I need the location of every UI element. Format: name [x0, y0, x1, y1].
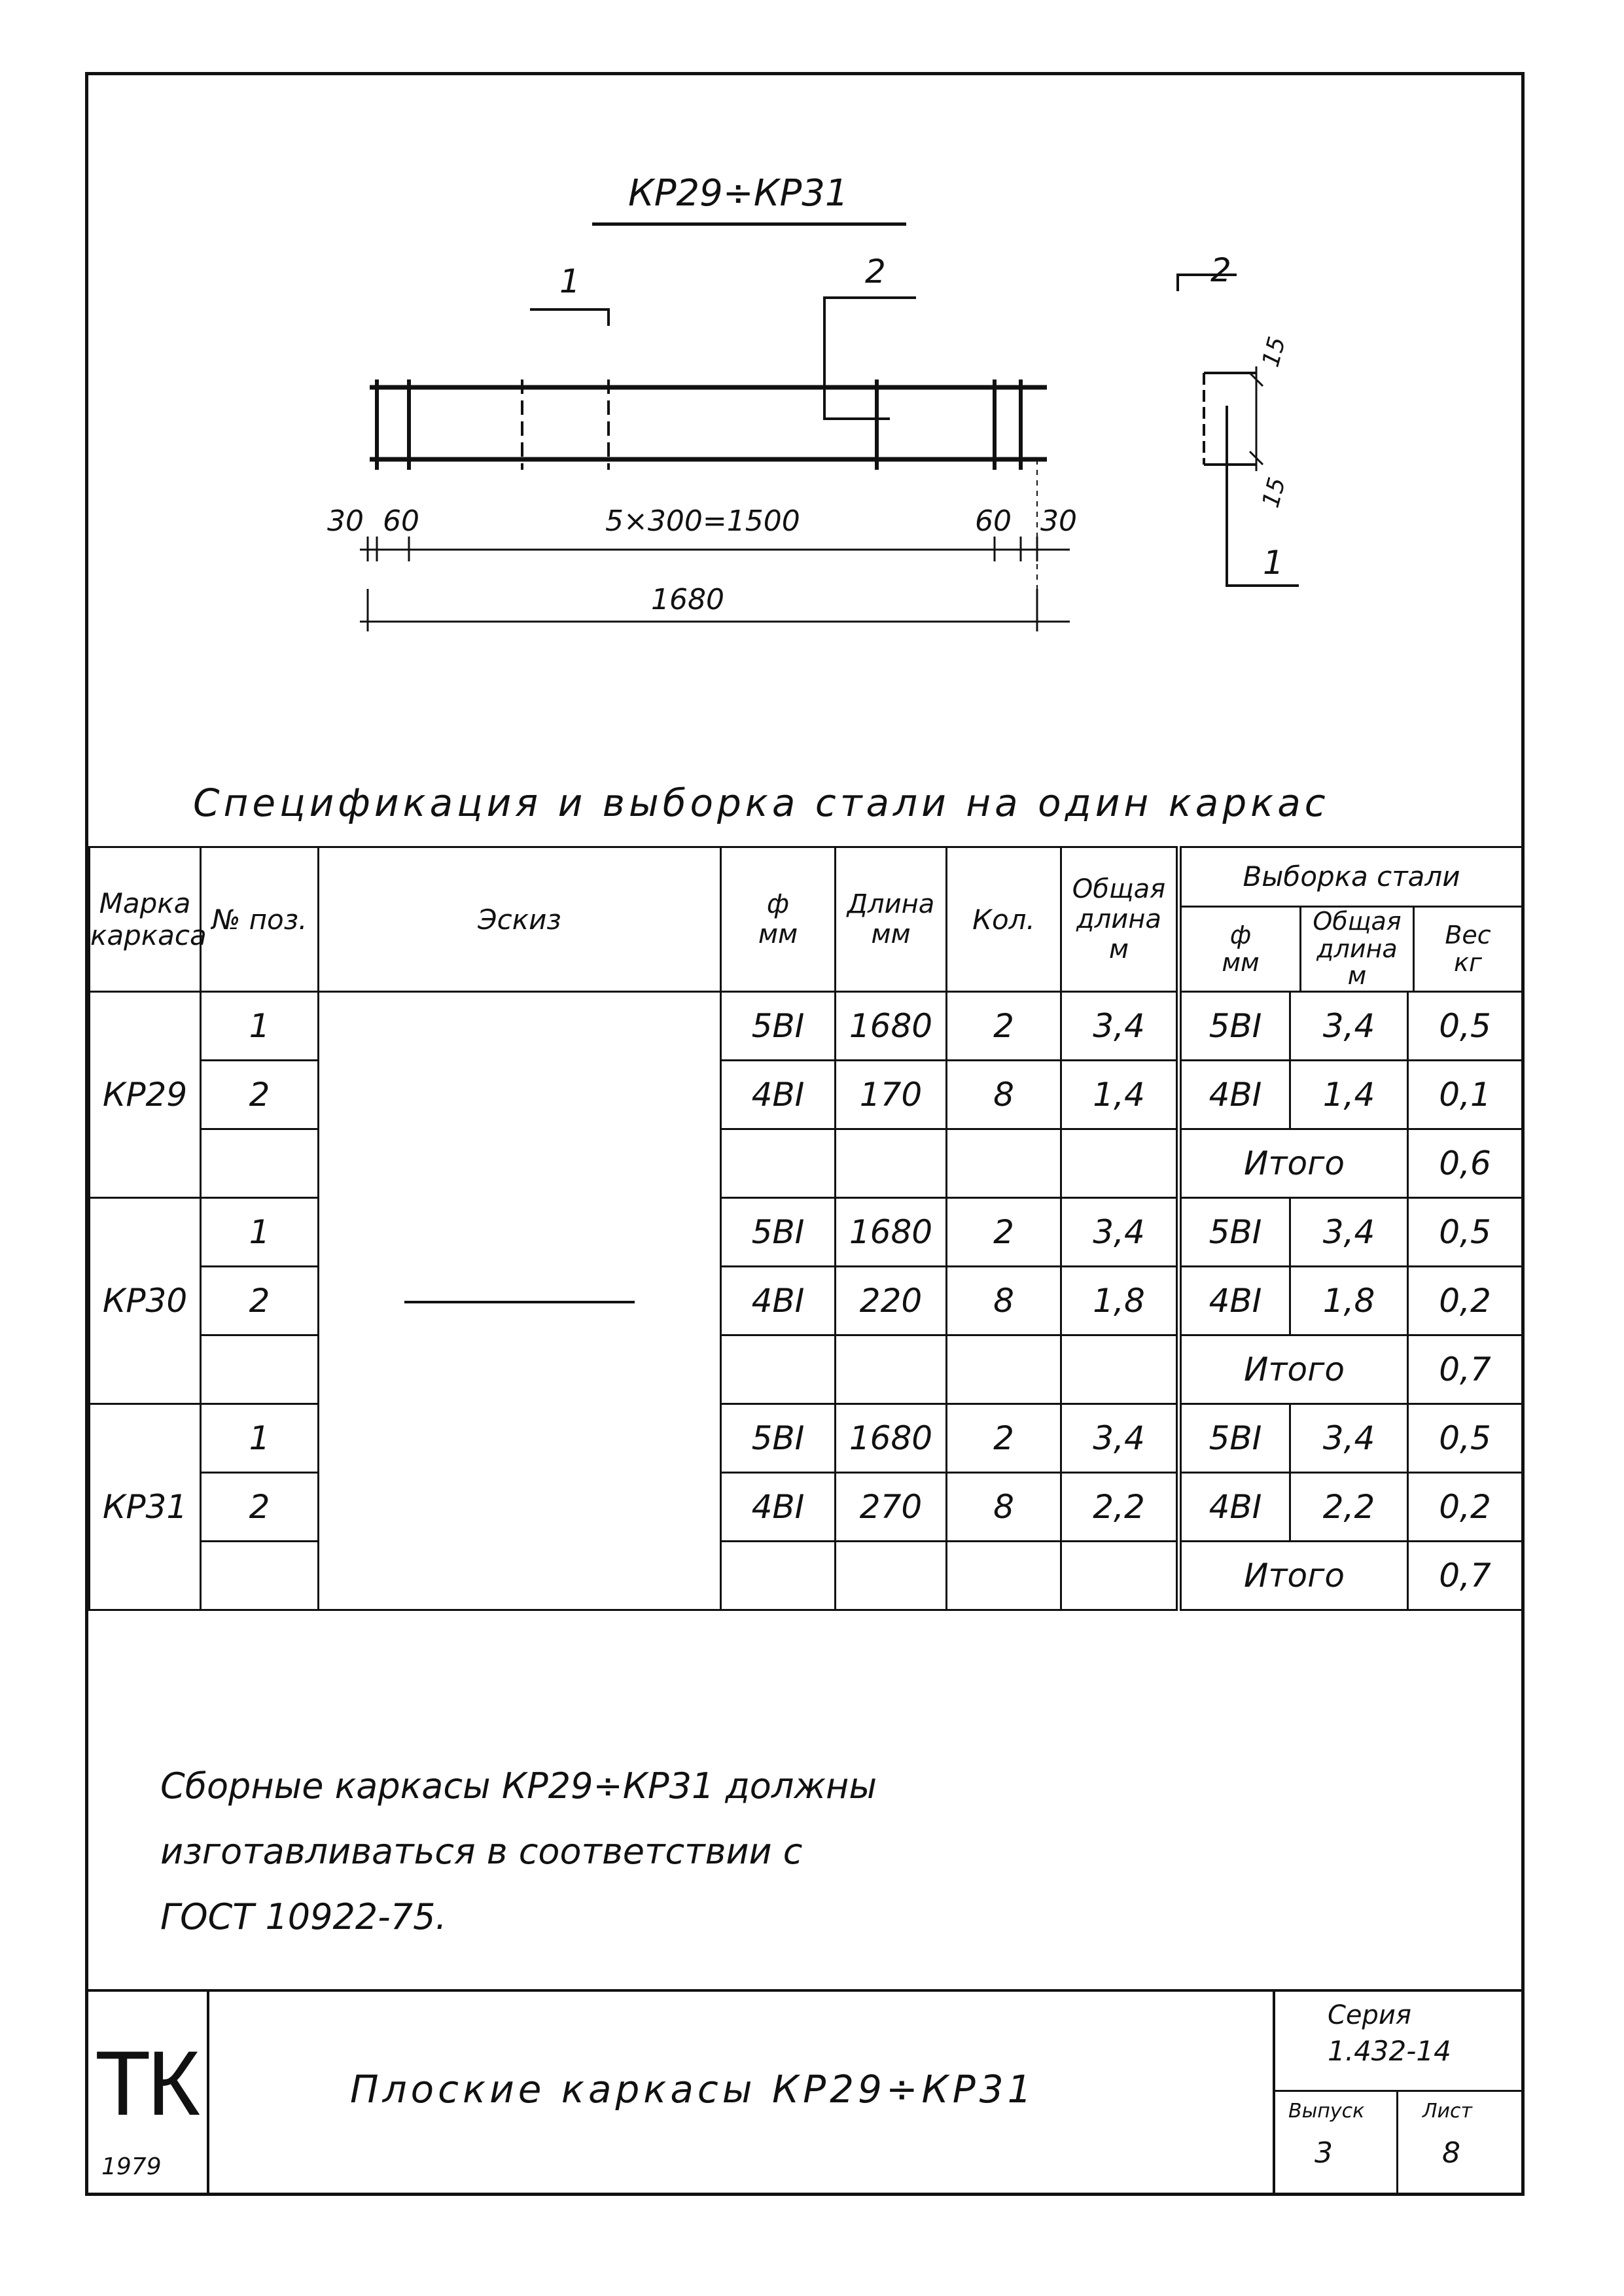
- table-row: [90, 1473, 1523, 1542]
- dim-middle: 5×300=1500: [605, 504, 800, 538]
- length-cell: 220: [836, 1267, 947, 1335]
- total-cell: [1061, 1542, 1179, 1610]
- dia-cell: 5ВI: [721, 1198, 836, 1267]
- title-series-cell: [1273, 1992, 1521, 2193]
- length-cell: [836, 1129, 947, 1198]
- sel-len-cell: 3,4: [1290, 1198, 1408, 1267]
- weight-cell: 0,2: [1408, 1473, 1523, 1542]
- title-logo-cell: [88, 1992, 209, 2193]
- pos-cell: 2: [201, 1267, 319, 1335]
- dia-cell: 4ВI: [721, 1061, 836, 1129]
- total-label-cell: Итого: [1179, 1542, 1408, 1610]
- mark-cell: КР29: [90, 992, 201, 1198]
- section-label-1: 1: [1263, 544, 1284, 582]
- table-row: [90, 1061, 1523, 1129]
- callout-pos-2: 2: [865, 253, 886, 291]
- pos-cell: 1: [201, 1198, 319, 1267]
- dia-cell: [721, 1542, 836, 1610]
- sel-dia-cell: 5ВI: [1179, 992, 1290, 1061]
- sel-dia-cell: 5ВI: [1179, 1198, 1290, 1267]
- sheet-label: Лист: [1422, 2100, 1473, 2123]
- logo-tk: ТК: [95, 2032, 197, 2134]
- total-label-cell: Итого: [1179, 1129, 1408, 1198]
- qty-cell: 2: [947, 992, 1061, 1061]
- total-cell: 2,2: [1061, 1473, 1179, 1542]
- pos-cell: 2: [201, 1473, 319, 1542]
- header-sel-weight: Вес кг: [1445, 920, 1491, 977]
- pos-cell: [201, 1335, 319, 1404]
- issue-value: 3: [1315, 2136, 1333, 2170]
- length-cell: 270: [836, 1473, 947, 1542]
- series-label: Серия: [1328, 2000, 1411, 2030]
- drawing-title: Плоские каркасы КР29÷КР31: [350, 2067, 1036, 2111]
- dia-cell: 5ВI: [721, 1404, 836, 1473]
- length-cell: [836, 1542, 947, 1610]
- sel-dia-cell: 5ВI: [1179, 1404, 1290, 1473]
- header-qty: Кол.: [947, 847, 1061, 992]
- dim-left-end: 30: [327, 504, 364, 538]
- table-row: [90, 1198, 1523, 1267]
- total-weight-cell: 0,7: [1408, 1335, 1523, 1404]
- sel-len-cell: 3,4: [1290, 992, 1408, 1061]
- pos-cell: 1: [201, 992, 319, 1061]
- pos-cell: 1: [201, 1404, 319, 1473]
- qty-cell: 2: [947, 1404, 1061, 1473]
- total-cell: 1,4: [1061, 1061, 1179, 1129]
- note-line: ГОСТ 10922-75.: [160, 1896, 447, 1937]
- weight-cell: 0,5: [1408, 992, 1523, 1061]
- total-cell: [1061, 1335, 1179, 1404]
- section-label-2: 2: [1210, 251, 1231, 289]
- issue-label: Выпуск: [1288, 2100, 1365, 2123]
- dia-cell: 4ВI: [721, 1267, 836, 1335]
- header-sel-dia: ф мм: [1182, 908, 1301, 991]
- weight-cell: 0,5: [1408, 1198, 1523, 1267]
- total-label-cell: Итого: [1179, 1335, 1408, 1404]
- sel-len-cell: 2,2: [1290, 1473, 1408, 1542]
- total-cell: [1061, 1129, 1179, 1198]
- total-cell: 3,4: [1061, 1198, 1179, 1267]
- header-sel-length: Общая длина м: [1301, 908, 1415, 991]
- qty-cell: 2: [947, 1198, 1061, 1267]
- header-sketch: Эскиз: [319, 847, 721, 992]
- issue-sheet-divider: [1396, 2090, 1398, 2193]
- length-cell: 1680: [836, 1404, 947, 1473]
- length-cell: [836, 1335, 947, 1404]
- dia-cell: [721, 1335, 836, 1404]
- dim-overall: 1680: [651, 583, 724, 616]
- note-line: Сборные каркасы КР29÷КР31 должны: [160, 1765, 877, 1807]
- table-row: [90, 1404, 1523, 1473]
- sketch-bar: [404, 1301, 635, 1303]
- length-cell: 170: [836, 1061, 947, 1129]
- sel-len-cell: 1,8: [1290, 1267, 1408, 1335]
- main-view-label: КР29÷КР31: [628, 172, 849, 215]
- mark-cell: КР30: [90, 1198, 201, 1404]
- table-row: [90, 1267, 1523, 1335]
- qty-cell: [947, 1129, 1061, 1198]
- weight-cell: 0,1: [1408, 1061, 1523, 1129]
- qty-cell: 8: [947, 1061, 1061, 1129]
- table-row: [90, 1335, 1523, 1404]
- weight-cell: 0,5: [1408, 1404, 1523, 1473]
- qty-cell: [947, 1335, 1061, 1404]
- header-mark: Марка каркаса: [90, 847, 201, 992]
- length-cell: 1680: [836, 1198, 947, 1267]
- qty-cell: [947, 1542, 1061, 1610]
- sel-dia-cell: 4ВI: [1179, 1061, 1290, 1129]
- main-view-label-underline: [592, 222, 906, 226]
- header-pos: № поз.: [201, 847, 319, 992]
- table-row: [90, 1542, 1523, 1610]
- weight-cell: 0,2: [1408, 1267, 1523, 1335]
- header-selection: [1179, 847, 1523, 992]
- pos-cell: [201, 1542, 319, 1610]
- table-row: [90, 992, 1523, 1061]
- notes: [160, 1754, 1273, 1950]
- sel-len-cell: 3,4: [1290, 1404, 1408, 1473]
- length-cell: 1680: [836, 992, 947, 1061]
- section-dim-top: 15: [1257, 334, 1292, 370]
- note-line: изготавливаться в соответствии с: [160, 1831, 803, 1872]
- total-weight-cell: 0,6: [1408, 1129, 1523, 1198]
- section-dim-bottom: 15: [1257, 474, 1292, 511]
- sel-dia-cell: 4ВI: [1179, 1267, 1290, 1335]
- spec-table: [88, 846, 1523, 1611]
- dim-right-step: 60: [975, 504, 1012, 538]
- header-total-length: Общая длина м: [1061, 847, 1179, 992]
- title-block: [88, 1989, 1521, 2193]
- dia-cell: [721, 1129, 836, 1198]
- dim-left-step: 60: [383, 504, 419, 538]
- dim-right-end: 30: [1040, 504, 1077, 538]
- callout-pos-1: 1: [559, 262, 580, 300]
- table-header-row: [90, 847, 1523, 992]
- spec-title: Спецификация и выборка стали на один каркас: [193, 781, 1330, 825]
- qty-cell: 8: [947, 1267, 1061, 1335]
- dia-cell: 4ВI: [721, 1473, 836, 1542]
- total-cell: 1,8: [1061, 1267, 1179, 1335]
- total-cell: 3,4: [1061, 992, 1179, 1061]
- header-length: Длина мм: [836, 847, 947, 992]
- sel-len-cell: 1,4: [1290, 1061, 1408, 1129]
- sketch-cell: [319, 992, 721, 1610]
- header-selection-title: Выборка стали: [1182, 848, 1521, 908]
- mark-cell: КР31: [90, 1404, 201, 1610]
- series-divider: [1275, 2090, 1521, 2092]
- total-cell: 3,4: [1061, 1404, 1179, 1473]
- qty-cell: 8: [947, 1473, 1061, 1542]
- logo-year: 1979: [101, 2153, 162, 2180]
- pos-cell: 2: [201, 1061, 319, 1129]
- section-view: [1165, 251, 1335, 595]
- table-row: [90, 1129, 1523, 1198]
- total-weight-cell: 0,7: [1408, 1542, 1523, 1610]
- pos-cell: [201, 1129, 319, 1198]
- dia-cell: 5ВI: [721, 992, 836, 1061]
- series-value: 1.432-14: [1328, 2035, 1451, 2067]
- sheet-value: 8: [1442, 2136, 1460, 2170]
- header-dia: ф мм: [721, 847, 836, 992]
- sel-dia-cell: 4ВI: [1179, 1473, 1290, 1542]
